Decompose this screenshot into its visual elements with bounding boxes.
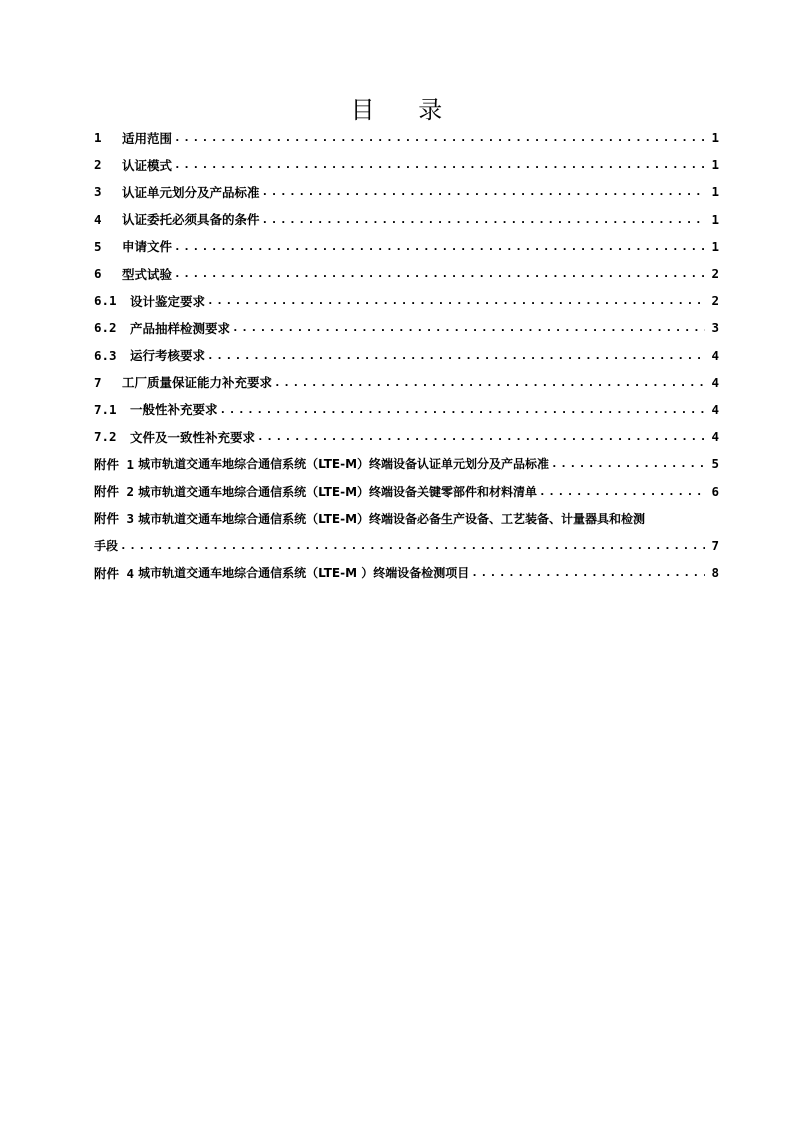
toc-entry-number: 附件 1 (94, 456, 135, 472)
toc-leader-dots (207, 349, 705, 362)
toc-entry-page: 2 (711, 293, 719, 309)
toc-entry-3[interactable] (94, 178, 719, 205)
toc-entry-number: 2 (94, 157, 102, 173)
toc-entry-title: 城市轨道交通车地综合通信系统（LTE-M）终端设备关键零部件和材料清单 (138, 484, 538, 499)
toc-entry-page: 5 (711, 456, 719, 472)
toc-leader-dots (174, 131, 705, 144)
toc-entry-6-3[interactable] (94, 342, 719, 369)
toc-entry-title: 运行考核要求 (130, 348, 206, 364)
toc-entry-6-1[interactable] (94, 287, 719, 314)
toc-entry-page: 7 (711, 537, 719, 553)
toc-entry-page: 4 (711, 347, 719, 363)
toc-entry-page: 6 (711, 483, 719, 499)
toc-leader-dots (262, 213, 705, 226)
toc-entry-number: 4 (94, 211, 102, 227)
toc-entry-7-2[interactable] (94, 423, 719, 450)
toc-entry-number: 6.1 (94, 293, 117, 309)
toc-entry-title: 手段 (94, 538, 119, 553)
toc-leader-dots (274, 376, 705, 389)
toc-entry-annex-3-continued[interactable] (94, 532, 719, 559)
toc-entry-2[interactable] (94, 151, 719, 178)
toc-entry-number: 5 (94, 238, 102, 254)
page-title: 目 录 (350, 96, 461, 124)
toc-entry-annex-4[interactable] (94, 559, 719, 586)
toc-entry-title: 文件及一致性补充要求 (130, 429, 256, 445)
toc-entry-title: 认证单元划分及产品标准 (122, 184, 260, 200)
toc-entry-page: 8 (711, 565, 719, 581)
toc-entry-title: 工厂质量保证能力补充要求 (122, 375, 273, 391)
toc-entry-page: 4 (711, 401, 719, 417)
toc-leader-dots (232, 321, 705, 334)
toc-entry-title: 认证委托必须具备的条件 (122, 212, 260, 228)
toc-entry-number: 附件 2 (94, 484, 135, 500)
toc-leader-dots (539, 485, 705, 498)
toc-entry-page: 1 (711, 184, 719, 200)
toc-entry-title: 认证模式 (122, 157, 173, 173)
toc-leader-dots (174, 158, 705, 171)
toc-entry-page: 2 (711, 266, 719, 282)
toc-entry-7[interactable] (94, 369, 719, 396)
toc-entry-page: 1 (711, 238, 719, 254)
toc-entry-number: 1 (94, 130, 102, 146)
toc-entry-title: 城市轨道交通车地综合通信系统（LTE-M）终端设备必备生产设备、工艺装备、计量器具和检测 (138, 511, 646, 526)
toc-entry-page: 3 (711, 320, 719, 336)
toc-entry-number: 附件 4 (94, 565, 135, 581)
toc-entry-page: 1 (711, 130, 719, 146)
toc-entry-title: 设计鉴定要求 (130, 293, 206, 309)
toc-entry-title: 产品抽样检测要求 (130, 320, 231, 336)
toc-entry-title: 适用范围 (122, 130, 173, 146)
toc-entry-6-2[interactable] (94, 314, 719, 341)
toc-leader-dots (551, 457, 705, 470)
toc-entry-number: 7.1 (94, 401, 117, 417)
toc-entry-number: 7 (94, 374, 102, 390)
toc-entry-annex-2[interactable] (94, 477, 719, 504)
toc-entry-6[interactable] (94, 260, 719, 287)
toc-leader-dots (120, 539, 705, 552)
toc-entry-page: 1 (711, 157, 719, 173)
toc-entry-number: 3 (94, 184, 102, 200)
toc-entry-number: 6.2 (94, 320, 117, 336)
toc-entry-annex-3[interactable] (94, 505, 719, 532)
toc-entry-number: 附件 3 (94, 511, 135, 527)
toc-leader-dots (471, 566, 705, 579)
toc-entry-title: 申请文件 (122, 239, 173, 255)
toc-entry-title: 一般性补充要求 (130, 402, 218, 418)
toc-entry-annex-1[interactable] (94, 450, 719, 477)
toc-entry-page: 4 (711, 429, 719, 445)
toc-entry-number: 7.2 (94, 429, 117, 445)
toc-leader-dots (257, 430, 705, 443)
toc-entry-1[interactable] (94, 124, 719, 151)
toc-leader-dots (207, 294, 705, 307)
toc-leader-dots (174, 240, 705, 253)
toc-leader-dots (262, 185, 705, 198)
toc-entry-7-1[interactable] (94, 396, 719, 423)
toc-leader-dots (174, 267, 705, 280)
toc-entry-title: 城市轨道交通车地综合通信系统（LTE-M）终端设备认证单元划分及产品标准 (138, 457, 550, 472)
table-of-contents (94, 124, 719, 586)
toc-entry-title: 城市轨道交通车地综合通信系统（LTE-M ）终端设备检测项目 (138, 566, 470, 581)
toc-entry-title: 型式试验 (122, 266, 173, 282)
toc-leader-dots (220, 403, 705, 416)
toc-entry-page: 4 (711, 374, 719, 390)
toc-entry-5[interactable] (94, 233, 719, 260)
toc-entry-number: 6 (94, 266, 102, 282)
toc-entry-4[interactable] (94, 206, 719, 233)
toc-entry-number: 6.3 (94, 347, 117, 363)
toc-entry-page: 1 (711, 211, 719, 227)
